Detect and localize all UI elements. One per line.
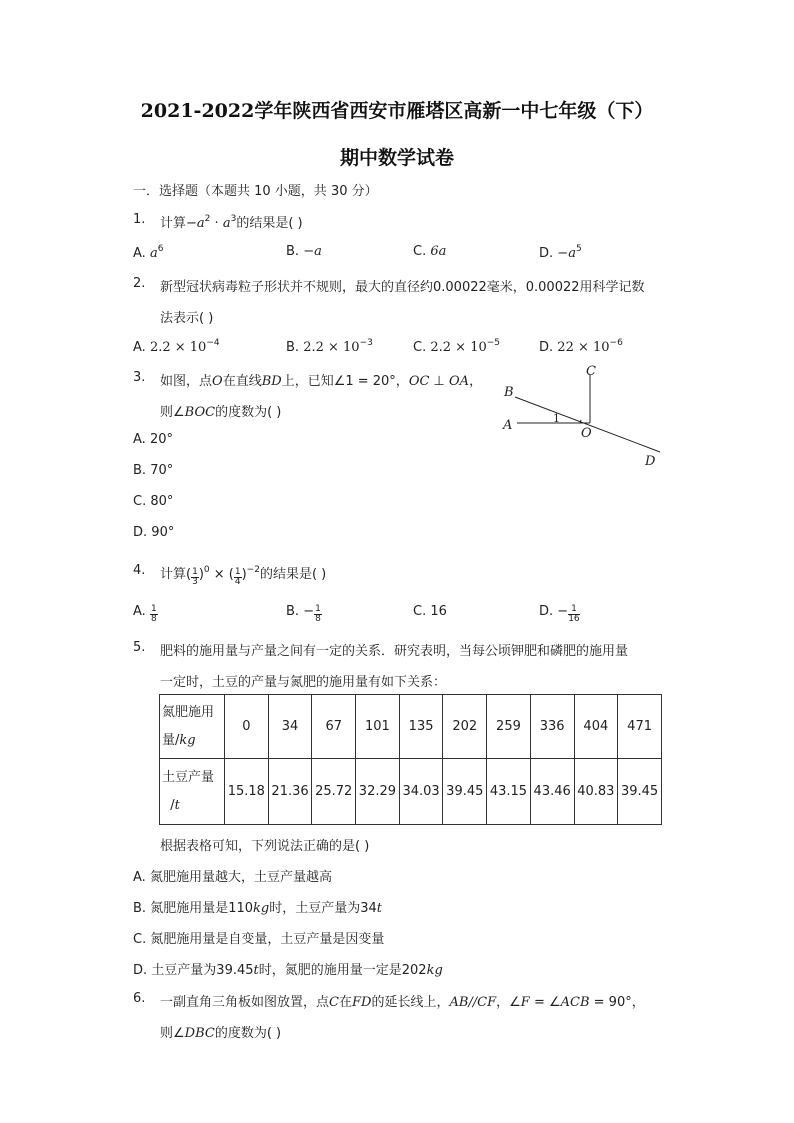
question-4-option-b: B. − $\frac{1}{8}$ <box>286 604 321 624</box>
question-2-number: 2. <box>133 276 146 291</box>
question-2-option-d: D. $22 \times 10^{-6}$ <box>539 338 623 355</box>
label-b: B <box>504 385 514 400</box>
question-3-line1: 如图，点O在直线BD上，已知∠1 = 20°，OC ⊥ OA， <box>160 374 483 389</box>
question-3-figure <box>495 360 670 472</box>
table-cell: 471 <box>618 695 662 759</box>
table-cell: 135 <box>399 695 443 759</box>
question-3-line2: 则∠BOC的度数为( ) <box>160 405 282 420</box>
section-header: 一．选择题（本题共 10 小题，共 30 分） <box>133 184 378 199</box>
question-2-option-a: A. $2.2 \times 10^{-4}$ <box>133 338 220 355</box>
question-1-text: 计算$-a^2 \cdot a^3$的结果是( ) <box>160 214 303 231</box>
table-cell: 40.83 <box>574 759 618 825</box>
question-5-option-a: A. 氮肥施用量越大，土豆产量越高 <box>133 870 332 885</box>
question-1-number: 1. <box>133 212 146 227</box>
question-5-number: 5. <box>133 640 146 655</box>
question-3-option-c: C. 80° <box>133 494 174 509</box>
question-5-table <box>159 694 662 825</box>
label-c: C <box>586 364 596 379</box>
table-cell: 39.45 <box>618 759 662 825</box>
question-5-line1: 肥料的施用量与产量之间有一定的关系．研究表明，当每公顷钾肥和磷肥的施用量 <box>160 644 629 659</box>
question-1-option-a: A. $a^6$ <box>133 244 164 261</box>
label-a: A <box>503 418 513 433</box>
question-4-option-c: C. 16 <box>413 604 447 619</box>
question-3-option-b: B. 70° <box>133 463 174 478</box>
question-5-option-c: C. 氮肥施用量是自变量，土豆产量是因变量 <box>133 932 385 947</box>
question-1-option-c: C. 6a <box>413 244 447 259</box>
line-bd <box>515 397 660 452</box>
question-2-option-b: B. $2.2 \times 10^{-3}$ <box>286 338 373 355</box>
table-cell: 0 <box>225 695 269 759</box>
table-cell: 39.45 <box>443 759 487 825</box>
question-2-line1: 新型冠状病毒粒子形状并不规则，最大的直径约0.00022毫米，0.00022用科学记数 <box>160 280 645 295</box>
table-row-nitrogen <box>160 695 662 759</box>
table-cell: 259 <box>487 695 531 759</box>
table-cell: 404 <box>574 695 618 759</box>
label-o: O <box>581 426 592 441</box>
table-cell: 43.46 <box>530 759 574 825</box>
table-cell: 202 <box>443 695 487 759</box>
exam-title-line2: 期中数学试卷 <box>339 147 454 169</box>
question-4-option-a: A. $\frac{1}{8}$ <box>133 604 157 624</box>
question-3-number: 3. <box>133 370 146 385</box>
label-d: D <box>645 454 656 469</box>
question-5-option-b: B. 氮肥施用量是110kg时，土豆产量为34t <box>133 901 383 916</box>
table-cell: 34.03 <box>399 759 443 825</box>
table-cell: 67 <box>312 695 356 759</box>
question-5-option-d: D. 土豆产量为39.45t时，氮肥的施用量一定是202kg <box>133 963 443 978</box>
question-6-number: 6. <box>133 991 146 1006</box>
table-cell: 32.29 <box>356 759 400 825</box>
question-4-text: 计算( $\frac{1}{3}$ )$^0$ × ( $\frac{1}{4}$ )$^{-2}$的结果是( ) <box>160 565 327 587</box>
question-4-number: 4. <box>133 563 146 578</box>
question-1-option-d: D. $-a^5$ <box>539 244 582 261</box>
label-1: 1 <box>553 412 560 425</box>
table-cell: 43.15 <box>487 759 531 825</box>
question-2-line2: 法表示( ) <box>160 311 214 326</box>
table-row-header: 土豆产量 /t <box>160 759 225 825</box>
table-cell: 101 <box>356 695 400 759</box>
question-4-option-d: D. − $\frac{1}{16}$ <box>539 604 580 624</box>
table-cell: 21.36 <box>268 759 312 825</box>
question-6-line1: 一副直角三角板如图放置，点C在FD的延长线上，AB//CF，∠F = ∠ACB = 90°， <box>160 995 645 1010</box>
question-5-prompt: 根据表格可知，下列说法正确的是( ) <box>160 839 370 854</box>
question-2-option-c: C. $2.2 \times 10^{-5}$ <box>413 338 501 355</box>
question-3-option-d: D. 90° <box>133 525 175 540</box>
question-6-line2: 则∠DBC的度数为( ) <box>160 1026 282 1041</box>
exam-title-line1: 2021-2022学年陕西省西安市雁塔区高新一中七年级（下） <box>140 100 654 122</box>
table-cell: 336 <box>530 695 574 759</box>
table-row-potato <box>160 759 662 825</box>
table-cell: 25.72 <box>312 759 356 825</box>
table-cell: 15.18 <box>225 759 269 825</box>
question-3-option-a: A. 20° <box>133 432 173 447</box>
question-5-line2: 一定时，土豆的产量与氮肥的施用量有如下关系： <box>160 675 447 690</box>
table-cell: 34 <box>268 695 312 759</box>
table-row-header: 氮肥施用 量/kg <box>160 695 225 759</box>
question-1-option-b: B. −a <box>286 244 322 259</box>
